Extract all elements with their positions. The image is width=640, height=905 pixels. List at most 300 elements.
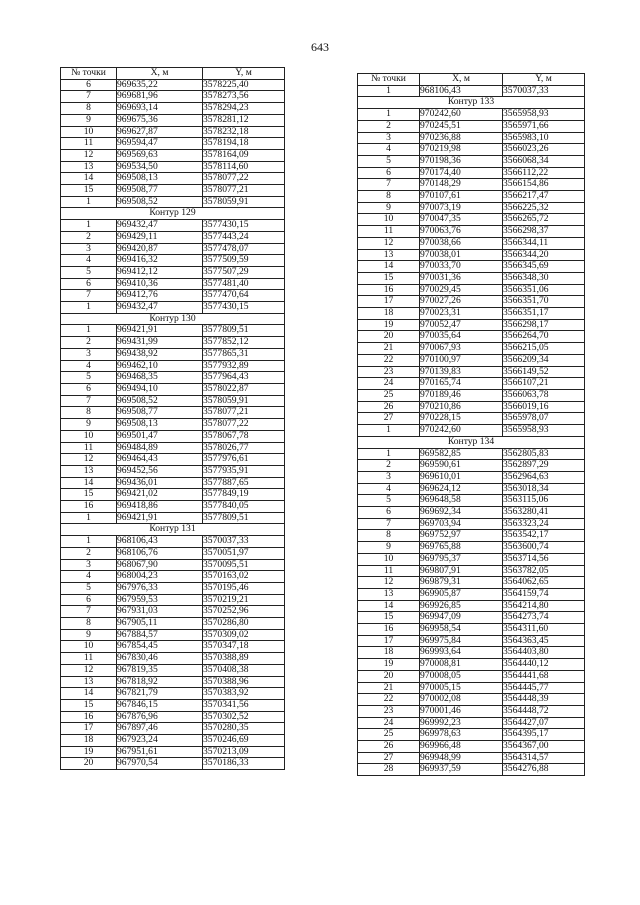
x-coordinate-cell: 967830,46	[117, 653, 203, 665]
point-number-cell: 6	[358, 167, 420, 179]
x-coordinate-cell: 970219,98	[420, 144, 503, 156]
point-number-cell: 25	[358, 729, 420, 741]
y-coordinate-cell: 3564276,88	[503, 764, 585, 776]
point-number-cell: 9	[61, 419, 117, 431]
y-coordinate-cell: 3577932,89	[203, 360, 285, 372]
y-coordinate-cell: 3570286,80	[203, 618, 285, 630]
x-coordinate-cell: 969582,85	[420, 448, 503, 460]
point-number-cell: 4	[61, 360, 117, 372]
x-coordinate-cell: 967876,96	[117, 711, 203, 723]
x-coordinate-cell: 970023,31	[420, 308, 503, 320]
table-row	[61, 149, 285, 161]
y-coordinate-cell: 3578281,12	[203, 114, 285, 126]
point-number-cell: 2	[358, 120, 420, 132]
x-coordinate-cell: 969534,50	[117, 161, 203, 173]
y-coordinate-cell: 3570383,92	[203, 688, 285, 700]
y-coordinate-cell: 3570213,09	[203, 746, 285, 758]
y-coordinate-cell: 3565978,07	[503, 413, 585, 425]
point-number-cell: 15	[358, 272, 420, 284]
table-row	[358, 155, 585, 167]
table-row	[358, 542, 585, 554]
y-coordinate-cell: 3578026,77	[203, 442, 285, 454]
point-number-cell: 8	[61, 103, 117, 115]
point-number-cell: 8	[61, 618, 117, 630]
x-coordinate-cell: 969432,47	[117, 302, 203, 314]
x-coordinate-cell: 969675,36	[117, 114, 203, 126]
x-coordinate-cell: 970008,05	[420, 670, 503, 682]
y-coordinate-cell: 3577809,51	[203, 512, 285, 524]
table-row	[61, 711, 285, 723]
y-coordinate-cell: 3577976,61	[203, 454, 285, 466]
table-row	[358, 612, 585, 624]
point-number-cell: 5	[358, 495, 420, 507]
table-row	[61, 383, 285, 395]
x-coordinate-cell: 969501,47	[117, 430, 203, 442]
y-coordinate-cell: 3566107,21	[503, 378, 585, 390]
header-x: X, м	[420, 74, 503, 86]
point-number-cell: 14	[61, 688, 117, 700]
point-number-cell: 15	[61, 489, 117, 501]
x-coordinate-cell: 967846,15	[117, 699, 203, 711]
table-row	[61, 735, 285, 747]
table-header-row	[358, 74, 585, 86]
y-coordinate-cell: 3566351,70	[503, 296, 585, 308]
point-number-cell: 15	[61, 185, 117, 197]
point-number-cell: 17	[358, 296, 420, 308]
point-number-cell: 16	[61, 501, 117, 513]
table-row	[61, 231, 285, 243]
y-coordinate-cell: 3578225,40	[203, 79, 285, 91]
table-row	[358, 425, 585, 437]
y-coordinate-cell: 3566225,32	[503, 202, 585, 214]
x-coordinate-cell: 970067,93	[420, 343, 503, 355]
x-coordinate-cell: 969966,48	[420, 741, 503, 753]
y-coordinate-cell: 3566345,69	[503, 261, 585, 273]
x-coordinate-cell: 969508,77	[117, 185, 203, 197]
table-row	[358, 366, 585, 378]
table-row	[358, 354, 585, 366]
x-coordinate-cell: 967951,61	[117, 746, 203, 758]
y-coordinate-cell: 3563782,05	[503, 565, 585, 577]
table-row	[61, 629, 285, 641]
x-coordinate-cell: 970031,36	[420, 272, 503, 284]
y-coordinate-cell: 3578059,91	[203, 196, 285, 208]
table-row	[61, 594, 285, 606]
y-coordinate-cell: 3563600,74	[503, 542, 585, 554]
y-coordinate-cell: 3570347,18	[203, 641, 285, 653]
point-number-cell: 3	[358, 132, 420, 144]
x-coordinate-cell: 969681,96	[117, 91, 203, 103]
table-row	[358, 530, 585, 542]
coordinates-table-right	[357, 73, 585, 776]
table-row	[61, 325, 285, 337]
table-row	[61, 114, 285, 126]
point-number-cell: 18	[61, 735, 117, 747]
contour-heading-row	[61, 524, 285, 536]
point-number-cell: 19	[358, 659, 420, 671]
x-coordinate-cell: 970107,61	[420, 191, 503, 203]
table-row	[358, 109, 585, 121]
y-coordinate-cell: 3578022,87	[203, 383, 285, 395]
x-coordinate-cell: 970027,26	[420, 296, 503, 308]
point-number-cell: 14	[358, 600, 420, 612]
point-number-cell: 12	[61, 664, 117, 676]
x-coordinate-cell: 969993,64	[420, 647, 503, 659]
table-row	[61, 337, 285, 349]
x-coordinate-cell: 969464,43	[117, 454, 203, 466]
point-number-cell: 4	[358, 144, 420, 156]
x-coordinate-cell: 967821,79	[117, 688, 203, 700]
y-coordinate-cell: 3578114,60	[203, 161, 285, 173]
point-number-cell: 4	[61, 255, 117, 267]
y-coordinate-cell: 3577852,12	[203, 337, 285, 349]
table-row	[358, 682, 585, 694]
y-coordinate-cell: 3563115,06	[503, 495, 585, 507]
point-number-cell: 5	[61, 372, 117, 384]
x-coordinate-cell: 970174,40	[420, 167, 503, 179]
y-coordinate-cell: 3563714,56	[503, 553, 585, 565]
point-number-cell: 10	[358, 214, 420, 226]
point-number-cell: 1	[61, 536, 117, 548]
y-coordinate-cell: 3578294,23	[203, 103, 285, 115]
point-number-cell: 5	[61, 266, 117, 278]
table-row	[358, 132, 585, 144]
point-number-cell: 13	[61, 676, 117, 688]
point-number-cell: 1	[61, 302, 117, 314]
x-coordinate-cell: 970063,76	[420, 226, 503, 238]
table-row	[61, 138, 285, 150]
point-number-cell: 8	[358, 191, 420, 203]
y-coordinate-cell: 3578059,91	[203, 395, 285, 407]
y-coordinate-cell: 3563323,24	[503, 518, 585, 530]
table-row	[61, 220, 285, 232]
y-coordinate-cell: 3564314,57	[503, 752, 585, 764]
table-row	[358, 600, 585, 612]
y-coordinate-cell: 3566063,78	[503, 389, 585, 401]
x-coordinate-cell: 969421,91	[117, 512, 203, 524]
x-coordinate-cell: 970047,35	[420, 214, 503, 226]
point-number-cell: 22	[358, 354, 420, 366]
x-coordinate-cell: 970139,83	[420, 366, 503, 378]
x-coordinate-cell: 967970,54	[117, 758, 203, 770]
y-coordinate-cell: 3570095,51	[203, 559, 285, 571]
point-number-cell: 7	[61, 290, 117, 302]
table-row	[358, 483, 585, 495]
y-coordinate-cell: 3565983,10	[503, 132, 585, 144]
y-coordinate-cell: 3566209,34	[503, 354, 585, 366]
table-row	[61, 173, 285, 185]
table-row	[61, 653, 285, 665]
table-row	[358, 284, 585, 296]
table-row	[61, 430, 285, 442]
table-row	[61, 582, 285, 594]
point-number-cell: 14	[358, 261, 420, 273]
x-coordinate-cell: 970228,15	[420, 413, 503, 425]
point-number-cell: 9	[61, 114, 117, 126]
x-coordinate-cell: 970242,60	[420, 425, 503, 437]
table-row	[358, 659, 585, 671]
y-coordinate-cell: 3577509,59	[203, 255, 285, 267]
point-number-cell: 10	[358, 553, 420, 565]
contour-heading-row	[61, 313, 285, 325]
y-coordinate-cell: 3578077,21	[203, 185, 285, 197]
y-coordinate-cell: 3570163,02	[203, 571, 285, 583]
y-coordinate-cell: 3577443,24	[203, 231, 285, 243]
x-coordinate-cell: 969412,76	[117, 290, 203, 302]
table-row	[358, 167, 585, 179]
table-row	[358, 565, 585, 577]
table-row	[61, 559, 285, 571]
contour-heading-row	[61, 208, 285, 220]
x-coordinate-cell: 970100,97	[420, 354, 503, 366]
y-coordinate-cell: 3564440,12	[503, 659, 585, 671]
point-number-cell: 26	[358, 401, 420, 413]
y-coordinate-cell: 3566298,37	[503, 226, 585, 238]
page-number: 643	[311, 40, 329, 54]
point-number-cell: 12	[61, 149, 117, 161]
point-number-cell: 10	[61, 126, 117, 138]
y-coordinate-cell: 3570195,46	[203, 582, 285, 594]
table-row	[358, 764, 585, 776]
y-coordinate-cell: 3564445,77	[503, 682, 585, 694]
table-row	[358, 729, 585, 741]
point-number-cell: 1	[358, 448, 420, 460]
x-coordinate-cell: 967884,57	[117, 629, 203, 641]
point-number-cell: 18	[358, 647, 420, 659]
table-row	[358, 202, 585, 214]
y-coordinate-cell: 3570309,02	[203, 629, 285, 641]
table-row	[358, 343, 585, 355]
point-number-cell: 26	[358, 741, 420, 753]
table-row	[358, 670, 585, 682]
point-number-cell: 20	[358, 331, 420, 343]
y-coordinate-cell: 3570051,97	[203, 547, 285, 559]
y-coordinate-cell: 3564448,39	[503, 694, 585, 706]
table-row	[61, 161, 285, 173]
point-number-cell: 27	[358, 752, 420, 764]
point-number-cell: 17	[61, 723, 117, 735]
point-number-cell: 8	[61, 407, 117, 419]
y-coordinate-cell: 3578194,18	[203, 138, 285, 150]
point-number-cell: 10	[61, 430, 117, 442]
x-coordinate-cell: 969432,47	[117, 220, 203, 232]
point-number-cell: 13	[61, 465, 117, 477]
y-coordinate-cell: 3570280,35	[203, 723, 285, 735]
table-row	[61, 746, 285, 758]
point-number-cell: 11	[61, 138, 117, 150]
table-row	[61, 290, 285, 302]
x-coordinate-cell: 969905,87	[420, 588, 503, 600]
table-row	[61, 699, 285, 711]
table-row	[61, 758, 285, 770]
y-coordinate-cell: 3578232,18	[203, 126, 285, 138]
contour-heading: Контур 134	[358, 436, 585, 448]
x-coordinate-cell: 969421,91	[117, 325, 203, 337]
x-coordinate-cell: 970198,36	[420, 155, 503, 167]
x-coordinate-cell: 967818,92	[117, 676, 203, 688]
table-row	[358, 635, 585, 647]
table-row	[61, 571, 285, 583]
table-row	[358, 378, 585, 390]
x-coordinate-cell: 969420,87	[117, 243, 203, 255]
table-row	[358, 401, 585, 413]
point-number-cell: 1	[61, 512, 117, 524]
point-number-cell: 4	[61, 571, 117, 583]
x-coordinate-cell: 969438,92	[117, 348, 203, 360]
y-coordinate-cell: 3564159,74	[503, 588, 585, 600]
y-coordinate-cell: 3564311,60	[503, 624, 585, 636]
table-row	[61, 395, 285, 407]
header-y: Y, м	[203, 68, 285, 80]
y-coordinate-cell: 3578067,78	[203, 430, 285, 442]
y-coordinate-cell: 3566351,17	[503, 308, 585, 320]
x-coordinate-cell: 970165,74	[420, 378, 503, 390]
point-number-cell: 2	[61, 547, 117, 559]
y-coordinate-cell: 3565958,93	[503, 109, 585, 121]
table-row	[358, 518, 585, 530]
point-number-cell: 7	[61, 606, 117, 618]
x-coordinate-cell: 969436,01	[117, 477, 203, 489]
x-coordinate-cell: 970073,19	[420, 202, 503, 214]
table-row	[358, 272, 585, 284]
y-coordinate-cell: 3577865,31	[203, 348, 285, 360]
x-coordinate-cell: 969508,13	[117, 419, 203, 431]
point-number-cell: 6	[358, 507, 420, 519]
x-coordinate-cell: 969648,58	[420, 495, 503, 507]
table-row	[358, 741, 585, 753]
x-coordinate-cell: 970001,46	[420, 705, 503, 717]
point-number-cell: 24	[358, 378, 420, 390]
y-coordinate-cell: 3562805,83	[503, 448, 585, 460]
x-coordinate-cell: 969418,86	[117, 501, 203, 513]
x-coordinate-cell: 969594,47	[117, 138, 203, 150]
point-number-cell: 13	[358, 249, 420, 261]
table-row	[358, 308, 585, 320]
table-header-row	[61, 68, 285, 80]
header-y: Y, м	[503, 74, 585, 86]
x-coordinate-cell: 969610,01	[420, 471, 503, 483]
table-row	[358, 389, 585, 401]
point-number-cell: 21	[358, 343, 420, 355]
x-coordinate-cell: 968106,43	[420, 85, 503, 97]
table-row	[358, 624, 585, 636]
table-row	[61, 489, 285, 501]
point-number-cell: 16	[358, 284, 420, 296]
table-row	[358, 144, 585, 156]
y-coordinate-cell: 3577470,64	[203, 290, 285, 302]
y-coordinate-cell: 3577964,43	[203, 372, 285, 384]
table-row	[61, 641, 285, 653]
x-coordinate-cell: 969947,09	[420, 612, 503, 624]
table-row	[358, 752, 585, 764]
table-row	[61, 419, 285, 431]
y-coordinate-cell: 3566351,06	[503, 284, 585, 296]
table-row	[358, 237, 585, 249]
coordinates-table-left	[60, 67, 285, 770]
x-coordinate-cell: 967897,46	[117, 723, 203, 735]
table-row	[358, 296, 585, 308]
point-number-cell: 6	[61, 594, 117, 606]
x-coordinate-cell: 969462,10	[117, 360, 203, 372]
table-row	[61, 664, 285, 676]
x-coordinate-cell: 970148,29	[420, 179, 503, 191]
table-row	[358, 319, 585, 331]
y-coordinate-cell: 3577849,19	[203, 489, 285, 501]
table-row	[358, 694, 585, 706]
y-coordinate-cell: 3566112,22	[503, 167, 585, 179]
point-number-cell: 23	[358, 366, 420, 378]
x-coordinate-cell: 969948,99	[420, 752, 503, 764]
table-row	[61, 454, 285, 466]
table-row	[358, 588, 585, 600]
table-row	[358, 448, 585, 460]
point-number-cell: 2	[358, 460, 420, 472]
y-coordinate-cell: 3566068,34	[503, 155, 585, 167]
x-coordinate-cell: 968067,90	[117, 559, 203, 571]
x-coordinate-cell: 969508,77	[117, 407, 203, 419]
point-number-cell: 15	[61, 699, 117, 711]
table-row	[358, 705, 585, 717]
x-coordinate-cell: 968106,43	[117, 536, 203, 548]
y-coordinate-cell: 3564062,65	[503, 577, 585, 589]
y-coordinate-cell: 3564363,45	[503, 635, 585, 647]
y-coordinate-cell: 3564427,07	[503, 717, 585, 729]
table-row	[61, 501, 285, 513]
x-coordinate-cell: 970008,81	[420, 659, 503, 671]
y-coordinate-cell: 3564395,17	[503, 729, 585, 741]
y-coordinate-cell: 3577430,15	[203, 302, 285, 314]
table-row	[61, 278, 285, 290]
x-coordinate-cell: 970245,51	[420, 120, 503, 132]
table-row	[358, 717, 585, 729]
x-coordinate-cell: 969421,02	[117, 489, 203, 501]
x-coordinate-cell: 969590,61	[420, 460, 503, 472]
point-number-cell: 19	[61, 746, 117, 758]
x-coordinate-cell: 970038,01	[420, 249, 503, 261]
table-row	[358, 214, 585, 226]
y-coordinate-cell: 3578164,09	[203, 149, 285, 161]
table-row	[358, 471, 585, 483]
y-coordinate-cell: 3566265,72	[503, 214, 585, 226]
point-number-cell: 7	[61, 395, 117, 407]
x-coordinate-cell: 969508,13	[117, 173, 203, 185]
y-coordinate-cell: 3570219,21	[203, 594, 285, 606]
x-coordinate-cell: 967923,24	[117, 735, 203, 747]
point-number-cell: 2	[61, 231, 117, 243]
point-number-cell: 9	[358, 542, 420, 554]
table-row	[61, 266, 285, 278]
point-number-cell: 23	[358, 705, 420, 717]
y-coordinate-cell: 3563018,34	[503, 483, 585, 495]
point-number-cell: 28	[358, 764, 420, 776]
point-number-cell: 11	[61, 653, 117, 665]
y-coordinate-cell: 3570252,96	[203, 606, 285, 618]
x-coordinate-cell: 967819,35	[117, 664, 203, 676]
table-row	[358, 507, 585, 519]
table-row	[61, 243, 285, 255]
point-number-cell: 7	[358, 179, 420, 191]
x-coordinate-cell: 969926,85	[420, 600, 503, 612]
x-coordinate-cell: 968106,76	[117, 547, 203, 559]
x-coordinate-cell: 970052,47	[420, 319, 503, 331]
y-coordinate-cell: 3577840,05	[203, 501, 285, 513]
table-row	[61, 442, 285, 454]
x-coordinate-cell: 968004,23	[117, 571, 203, 583]
table-row	[358, 553, 585, 565]
table-row	[61, 407, 285, 419]
y-coordinate-cell: 3562897,29	[503, 460, 585, 472]
x-coordinate-cell: 969807,91	[420, 565, 503, 577]
